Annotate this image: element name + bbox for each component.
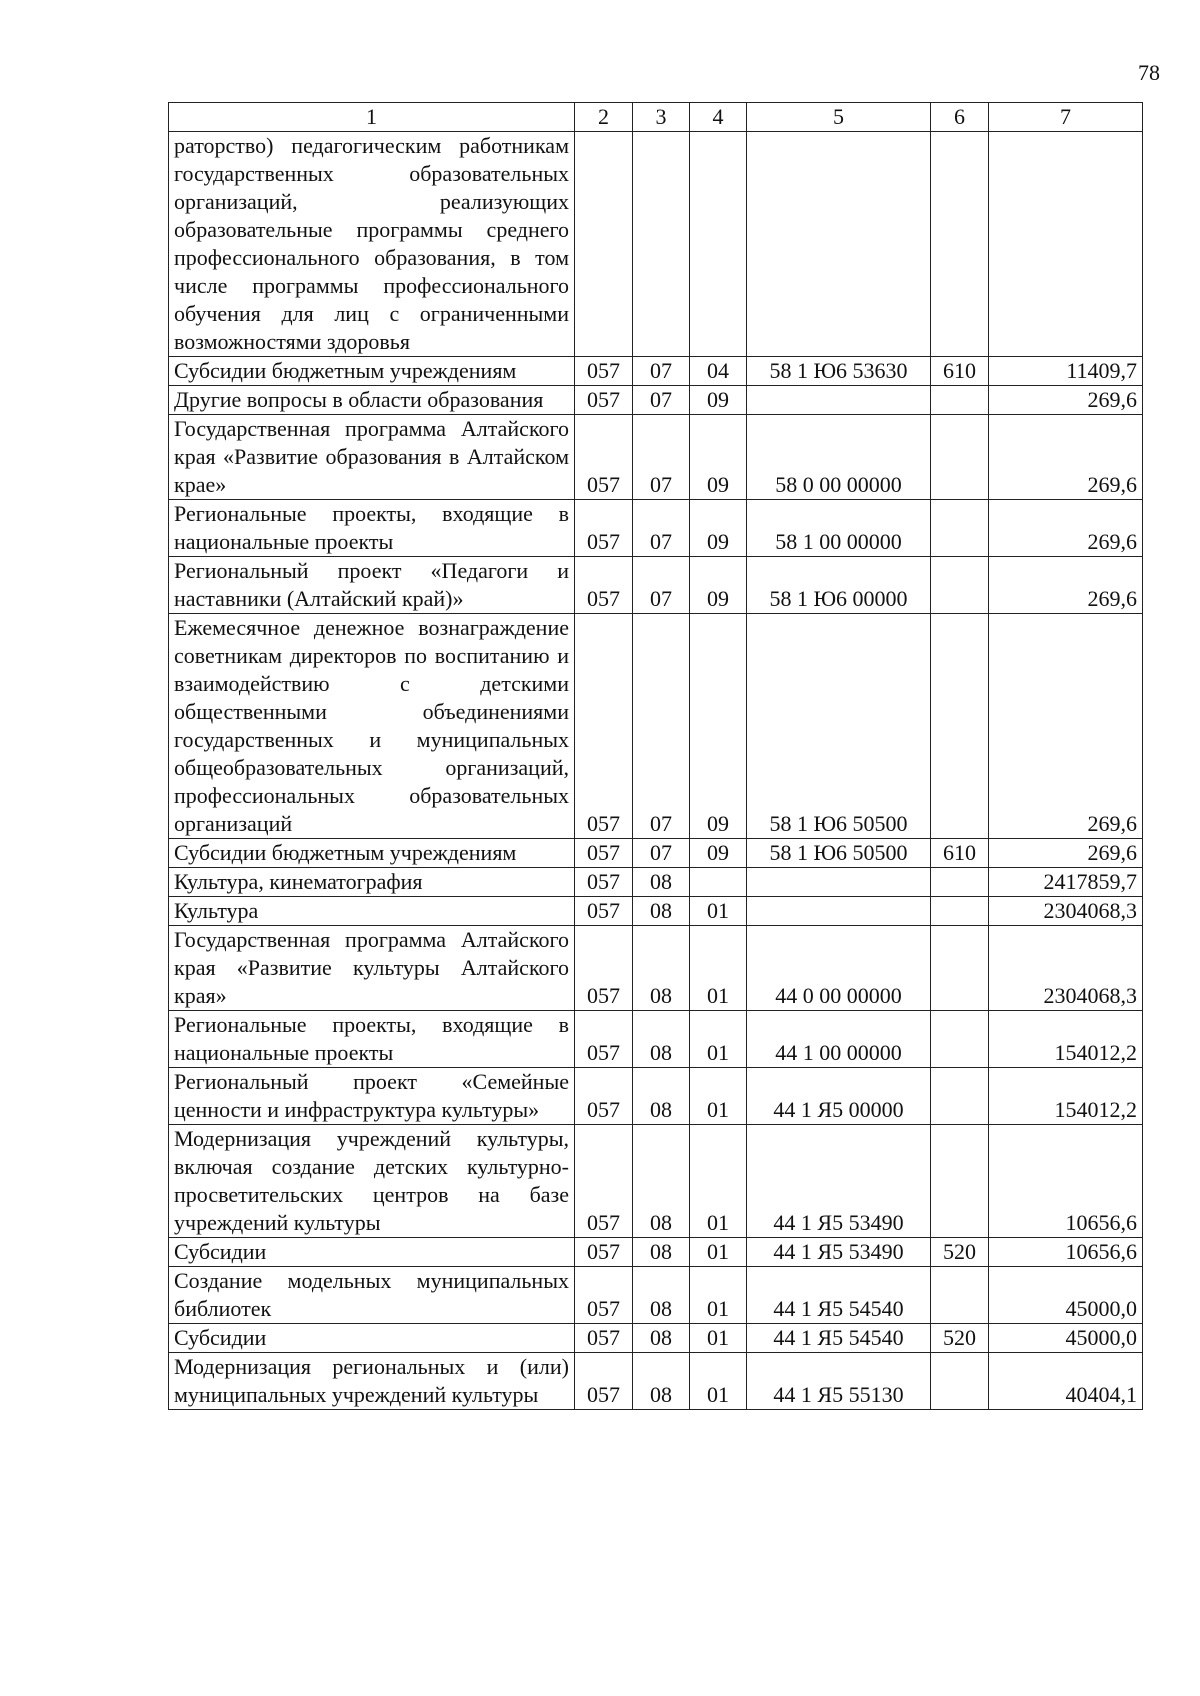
amount-cell: 2417859,7 [989,868,1143,897]
ministry-code-cell: 057 [575,839,633,868]
subsection-cell: 01 [690,1353,747,1410]
row-name-cell: Государственная программа Алтайского края «Развитие культуры Алтайского края» [169,926,575,1011]
table-row [169,868,1143,897]
page-number: 78 [1138,60,1160,85]
ministry-code-cell: 057 [575,868,633,897]
section-cell: 08 [633,868,690,897]
amount-cell: 269,6 [989,614,1143,839]
table-row [169,1267,1143,1324]
table-row [169,897,1143,926]
subsection-cell: 04 [690,357,747,386]
amount-cell: 269,6 [989,557,1143,614]
expense-type-cell [931,132,989,357]
column-header: 3 [633,103,690,132]
row-name-cell: Субсидии [169,1238,575,1267]
table-row [169,386,1143,415]
subsection-cell [690,868,747,897]
expense-type-cell [931,614,989,839]
section-cell: 07 [633,557,690,614]
section-cell: 07 [633,614,690,839]
table-row [169,1324,1143,1353]
subsection-cell: 01 [690,1267,747,1324]
target-article-cell: 58 1 Ю6 50500 [747,839,931,868]
section-cell: 07 [633,839,690,868]
section-cell: 07 [633,357,690,386]
table-row [169,557,1143,614]
ministry-code-cell: 057 [575,357,633,386]
target-article-cell: 58 0 00 00000 [747,415,931,500]
expense-type-cell [931,1125,989,1238]
amount-cell [989,132,1143,357]
table-row [169,357,1143,386]
section-cell [633,132,690,357]
subsection-cell: 09 [690,614,747,839]
subsection-cell: 09 [690,415,747,500]
subsection-cell: 09 [690,839,747,868]
ministry-code-cell: 057 [575,386,633,415]
expense-type-cell [931,500,989,557]
subsection-cell: 01 [690,1125,747,1238]
row-name-cell: Другие вопросы в области образования [169,386,575,415]
row-name-cell: Региональные проекты, входящие в национальные проекты [169,500,575,557]
target-article-cell: 58 1 Ю6 50500 [747,614,931,839]
subsection-cell: 01 [690,1238,747,1267]
ministry-code-cell: 057 [575,1353,633,1410]
ministry-code-cell: 057 [575,1068,633,1125]
target-article-cell: 58 1 Ю6 53630 [747,357,931,386]
expense-type-cell [931,868,989,897]
subsection-cell: 01 [690,1011,747,1068]
table-row [169,500,1143,557]
ministry-code-cell: 057 [575,415,633,500]
expense-type-cell: 520 [931,1324,989,1353]
column-header: 2 [575,103,633,132]
budget-table [168,102,1143,1410]
target-article-cell: 44 1 Я5 00000 [747,1068,931,1125]
row-name-cell: Модернизация учреждений культуры, включая создание детских культурно-просветительских центров на базе учреждений культуры [169,1125,575,1238]
subsection-cell: 09 [690,386,747,415]
table-row [169,839,1143,868]
ministry-code-cell: 057 [575,557,633,614]
ministry-code-cell: 057 [575,614,633,839]
ministry-code-cell: 057 [575,1238,633,1267]
table-row [169,415,1143,500]
table-row [169,1353,1143,1410]
table-row [169,132,1143,357]
target-article-cell: 58 1 00 00000 [747,500,931,557]
section-cell: 08 [633,1068,690,1125]
ministry-code-cell: 057 [575,500,633,557]
target-article-cell: 44 1 00 00000 [747,1011,931,1068]
subsection-cell: 01 [690,1068,747,1125]
amount-cell: 269,6 [989,500,1143,557]
target-article-cell [747,386,931,415]
target-article-cell [747,897,931,926]
target-article-cell [747,868,931,897]
amount-cell: 269,6 [989,386,1143,415]
expense-type-cell [931,1011,989,1068]
row-name-cell: Субсидии бюджетным учреждениям [169,839,575,868]
row-name-cell: Региональный проект «Семейные ценности и инфраструктура культуры» [169,1068,575,1125]
target-article-cell: 44 1 Я5 53490 [747,1125,931,1238]
subsection-cell: 01 [690,1324,747,1353]
section-cell: 07 [633,500,690,557]
expense-type-cell: 610 [931,357,989,386]
table-row [169,1238,1143,1267]
ministry-code-cell: 057 [575,926,633,1011]
amount-cell: 2304068,3 [989,926,1143,1011]
target-article-cell: 44 1 Я5 53490 [747,1238,931,1267]
expense-type-cell [931,1267,989,1324]
expense-type-cell [931,897,989,926]
amount-cell: 10656,6 [989,1125,1143,1238]
row-name-cell: Культура, кинематография [169,868,575,897]
section-cell: 08 [633,1125,690,1238]
ministry-code-cell: 057 [575,1267,633,1324]
section-cell: 07 [633,415,690,500]
ministry-code-cell [575,132,633,357]
target-article-cell: 44 1 Я5 54540 [747,1267,931,1324]
amount-cell: 45000,0 [989,1267,1143,1324]
table-header-row [169,103,1143,132]
target-article-cell: 58 1 Ю6 00000 [747,557,931,614]
table-row [169,614,1143,839]
subsection-cell [690,132,747,357]
expense-type-cell: 520 [931,1238,989,1267]
row-name-cell: Региональные проекты, входящие в национальные проекты [169,1011,575,1068]
amount-cell: 269,6 [989,839,1143,868]
amount-cell: 45000,0 [989,1324,1143,1353]
row-name-cell: Создание модельных муниципальных библиотек [169,1267,575,1324]
section-cell: 08 [633,1011,690,1068]
row-name-cell: Субсидии [169,1324,575,1353]
ministry-code-cell: 057 [575,1125,633,1238]
table-row [169,926,1143,1011]
expense-type-cell [931,1353,989,1410]
column-header: 7 [989,103,1143,132]
column-header: 6 [931,103,989,132]
table-row [169,1125,1143,1238]
column-header: 4 [690,103,747,132]
row-name-cell: Модернизация региональных и (или) муниципальных учреждений культуры [169,1353,575,1410]
ministry-code-cell: 057 [575,897,633,926]
amount-cell: 269,6 [989,415,1143,500]
expense-type-cell [931,557,989,614]
column-header: 5 [747,103,931,132]
amount-cell: 154012,2 [989,1068,1143,1125]
row-name-cell: Государственная программа Алтайского края «Развитие образования в Алтайском крае» [169,415,575,500]
target-article-cell: 44 1 Я5 54540 [747,1324,931,1353]
ministry-code-cell: 057 [575,1011,633,1068]
amount-cell: 11409,7 [989,357,1143,386]
section-cell: 08 [633,926,690,1011]
table-row [169,1011,1143,1068]
column-header: 1 [169,103,575,132]
subsection-cell: 09 [690,557,747,614]
amount-cell: 2304068,3 [989,897,1143,926]
target-article-cell: 44 1 Я5 55130 [747,1353,931,1410]
row-name-cell: Субсидии бюджетным учреждениям [169,357,575,386]
section-cell: 08 [633,1267,690,1324]
target-article-cell [747,132,931,357]
section-cell: 08 [633,897,690,926]
ministry-code-cell: 057 [575,1324,633,1353]
subsection-cell: 01 [690,897,747,926]
amount-cell: 154012,2 [989,1011,1143,1068]
section-cell: 08 [633,1353,690,1410]
section-cell: 08 [633,1238,690,1267]
section-cell: 08 [633,1324,690,1353]
amount-cell: 40404,1 [989,1353,1143,1410]
expense-type-cell [931,415,989,500]
target-article-cell: 44 0 00 00000 [747,926,931,1011]
expense-type-cell [931,926,989,1011]
expense-type-cell: 610 [931,839,989,868]
table-row [169,1068,1143,1125]
row-name-cell: раторство) педагогическим работникам государственных образовательных организаций, реализующих образовательные программы среднего профессионального образования, в том числе программы профессионального обучения для лиц с ограниченными возможностями здоровья [169,132,575,357]
amount-cell: 10656,6 [989,1238,1143,1267]
row-name-cell: Культура [169,897,575,926]
subsection-cell: 01 [690,926,747,1011]
subsection-cell: 09 [690,500,747,557]
expense-type-cell [931,386,989,415]
row-name-cell: Ежемесячное денежное вознаграждение советникам директоров по воспитанию и взаимодействию с детскими общественными объединениями государственных и муниципальных общеобразовательных организаций, профессиональных образовательных организаций [169,614,575,839]
expense-type-cell [931,1068,989,1125]
row-name-cell: Региональный проект «Педагоги и наставники (Алтайский край)» [169,557,575,614]
section-cell: 07 [633,386,690,415]
